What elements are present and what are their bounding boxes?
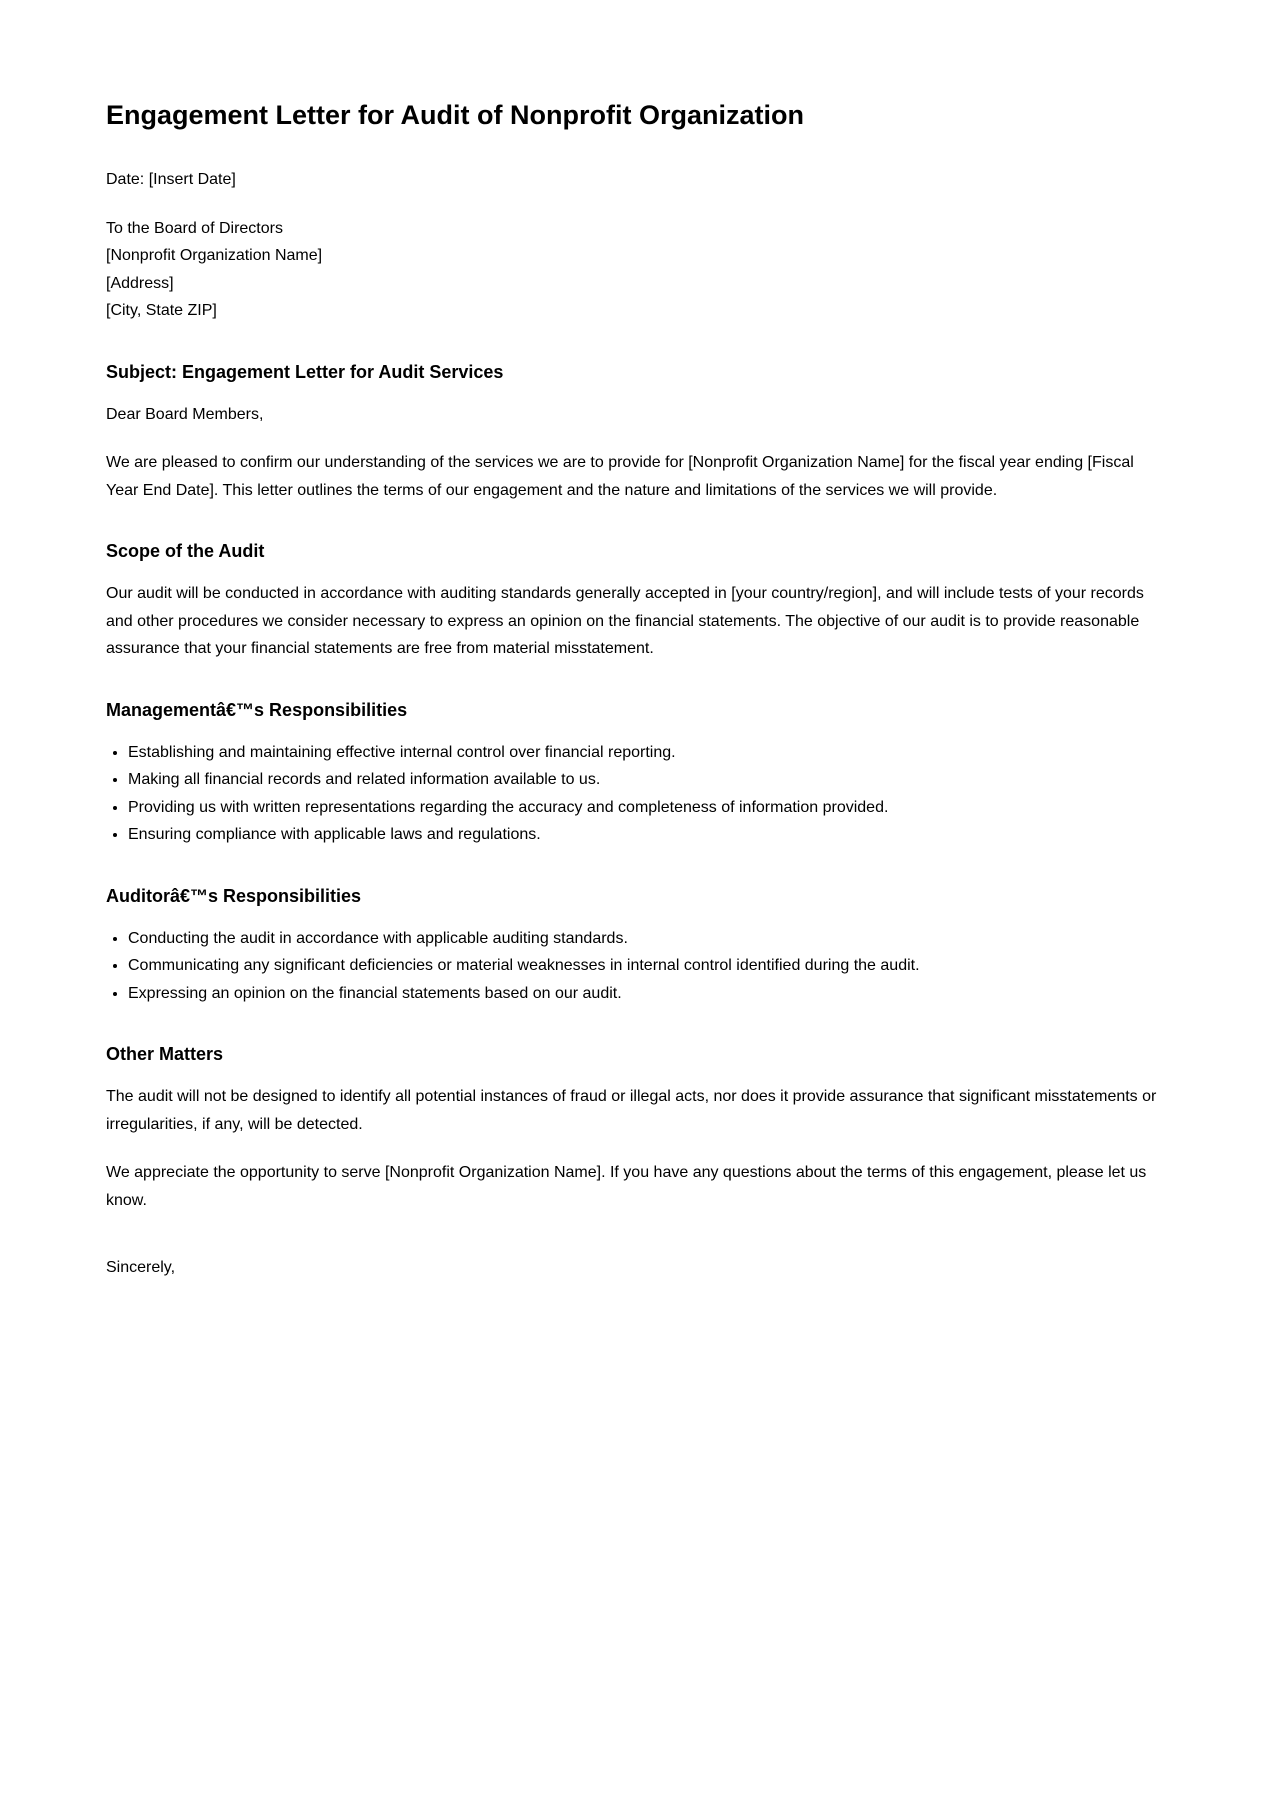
other-matters-paragraph: The audit will not be designed to identify all potential instances of fraud or illegal acts, nor does it provide assurance that significant misstatements or irregularities, if any, will be detected. (106, 1088, 1157, 1133)
list-item: • Expressing an opinion on the financial statements based on our audit. (128, 980, 1163, 1008)
recipient-address (106, 215, 1163, 325)
recipient-line: [Nonprofit Organization Name] (106, 247, 323, 264)
auditor-list (106, 925, 1163, 1008)
intro-paragraph: We are pleased to confirm our understanding of the services we are to provide for [Nonprofit Organization Name] for the fiscal year ending [Fiscal Year End Date]. This letter outlines the terms of our engagement and the nature and limitations of the services we will provide. (106, 454, 1134, 499)
scope-paragraph: Our audit will be conducted in accordance with auditing standards generally accepted in [your country/region], and will include tests of your records and other procedures we consider necessary to express an opinion on the financial statements. The objective of our audit is to provide reasonable assurance that your financial statements are free from material misstatement. (106, 585, 1144, 657)
list-item: • Ensuring compliance with applicable laws and regulations. (128, 821, 1163, 849)
management-heading: Managementâ€™s Responsibilities (106, 699, 408, 720)
list-item: • Making all financial records and related information available to us. (128, 766, 1163, 794)
scope-heading: Scope of the Audit (106, 541, 265, 561)
document-title: Engagement Letter for Audit of Nonprofit Organization (106, 100, 804, 130)
list-item: • Establishing and maintaining effective internal control over financial reporting. (128, 739, 1163, 767)
recipient-line: To the Board of Directors (106, 219, 283, 237)
closing: Sincerely, (106, 1259, 176, 1276)
management-list (106, 739, 1163, 849)
auditor-heading: Auditorâ€™s Responsibilities (106, 885, 362, 906)
salutation: Dear Board Members, (106, 405, 264, 423)
list-item: • Communicating any significant deficiencies or material weaknesses in internal control identified during the audit. (128, 952, 1163, 980)
other-matters-heading: Other Matters (106, 1044, 224, 1064)
list-item: • Providing us with written representations regarding the accuracy and completeness of information provided. (128, 794, 1163, 822)
recipient-line: [City, State ZIP] (106, 302, 217, 319)
list-item: • Conducting the audit in accordance with applicable auditing standards. (128, 925, 1163, 953)
subject-heading: Subject: Engagement Letter for Audit Services (106, 361, 504, 382)
recipient-line: [Address] (106, 274, 174, 292)
date-line: Date: [Insert Date] (106, 171, 236, 188)
appreciation-paragraph: We appreciate the opportunity to serve [Nonprofit Organization Name]. If you have any questions about the terms of this engagement, please let us know. (106, 1164, 1147, 1209)
